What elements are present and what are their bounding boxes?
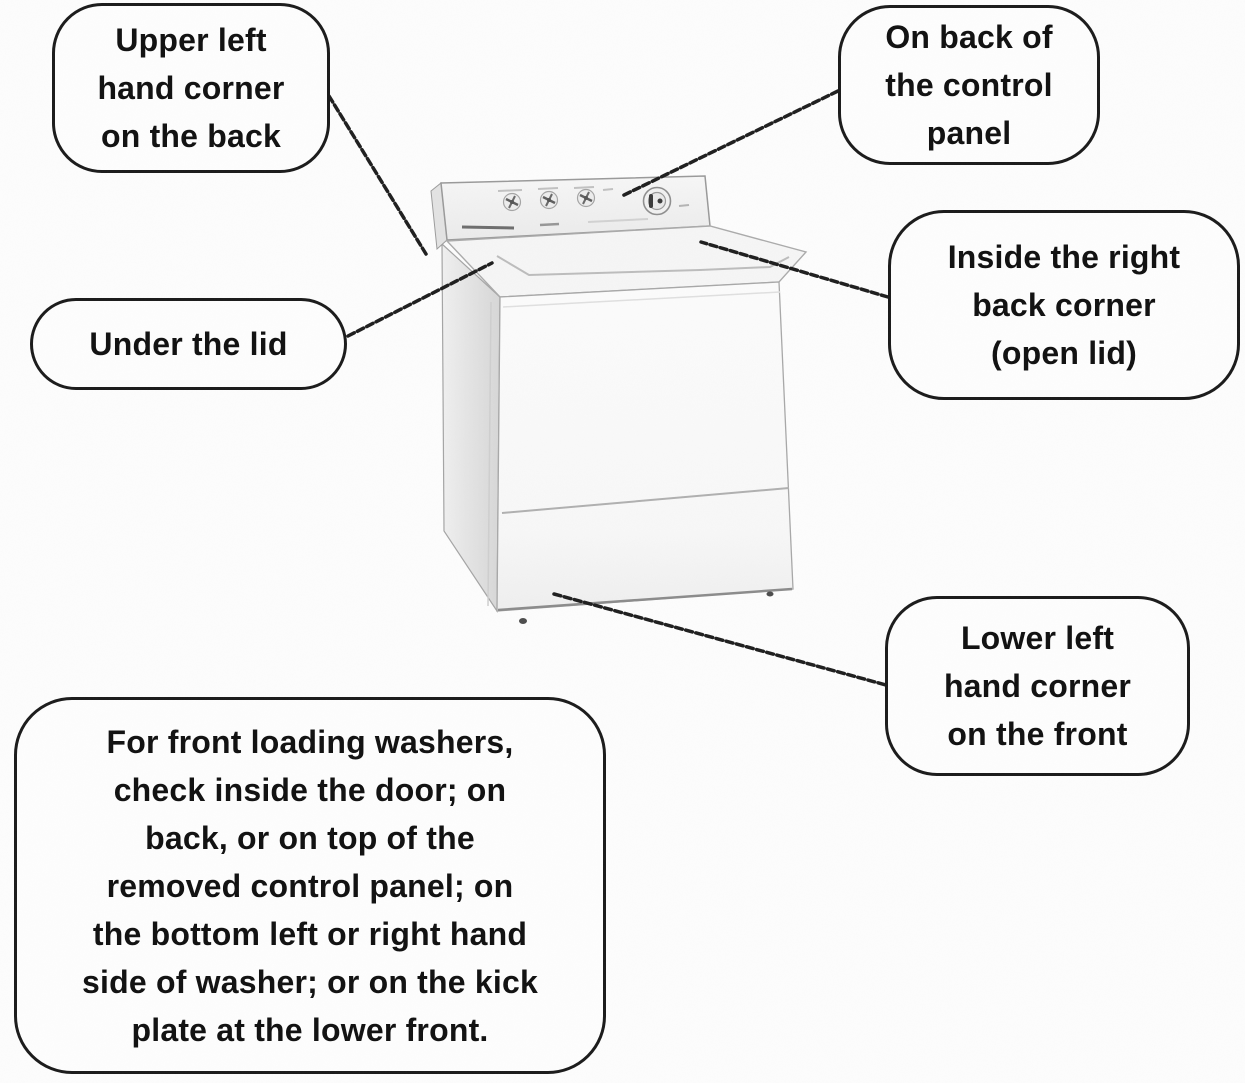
callout-text-line: on the front (947, 716, 1128, 752)
callout-text-line: plate at the lower front. (131, 1011, 489, 1048)
callout-control-panel-back (838, 5, 1100, 165)
callout-text-line: check inside the door; on (113, 771, 507, 808)
callout-text-line: Under the lid (89, 326, 288, 362)
callout-text-line: on the back (100, 118, 281, 154)
callout-lower-left-front (885, 596, 1190, 776)
callout-text-line: back, or on top of the (145, 819, 475, 856)
callout-text-line: hand corner (943, 668, 1132, 704)
callout-text-line: side of washer; or on the kick (82, 963, 538, 1000)
dial-knob-icon (578, 190, 595, 207)
callout-right-back-corner (888, 210, 1240, 400)
callout-text-line: removed control panel; on (106, 867, 514, 904)
callout-text-line: (open lid) (991, 335, 1137, 371)
leader-line-lower-left-front (554, 594, 886, 685)
leader-line-upper-left-back (329, 96, 426, 254)
callout-text-line: hand corner (97, 70, 285, 106)
callout-text-line: the bottom left or right hand (92, 915, 528, 952)
leader-line-control-panel (622, 91, 838, 196)
callout-text-line: back corner (972, 287, 1156, 323)
dial-knob-icon (504, 194, 521, 211)
callout-text-line: Lower left (960, 620, 1115, 656)
callout-text-line: Inside the right (947, 239, 1181, 275)
callout-text-line: Upper left (115, 22, 267, 58)
callout-upper-left-back (52, 3, 330, 173)
callout-text-line: On back of (885, 19, 1053, 55)
callout-text-line: the control (885, 67, 1053, 103)
callout-under-lid (30, 298, 347, 390)
callout-front-loading-note (14, 697, 606, 1074)
dial-knob-icon (541, 192, 558, 209)
washer-left-side-panel (442, 244, 500, 611)
callout-text-line: panel (926, 115, 1012, 151)
washer-front-panel (497, 282, 793, 611)
callout-text-line: For front loading washers, (106, 723, 514, 760)
